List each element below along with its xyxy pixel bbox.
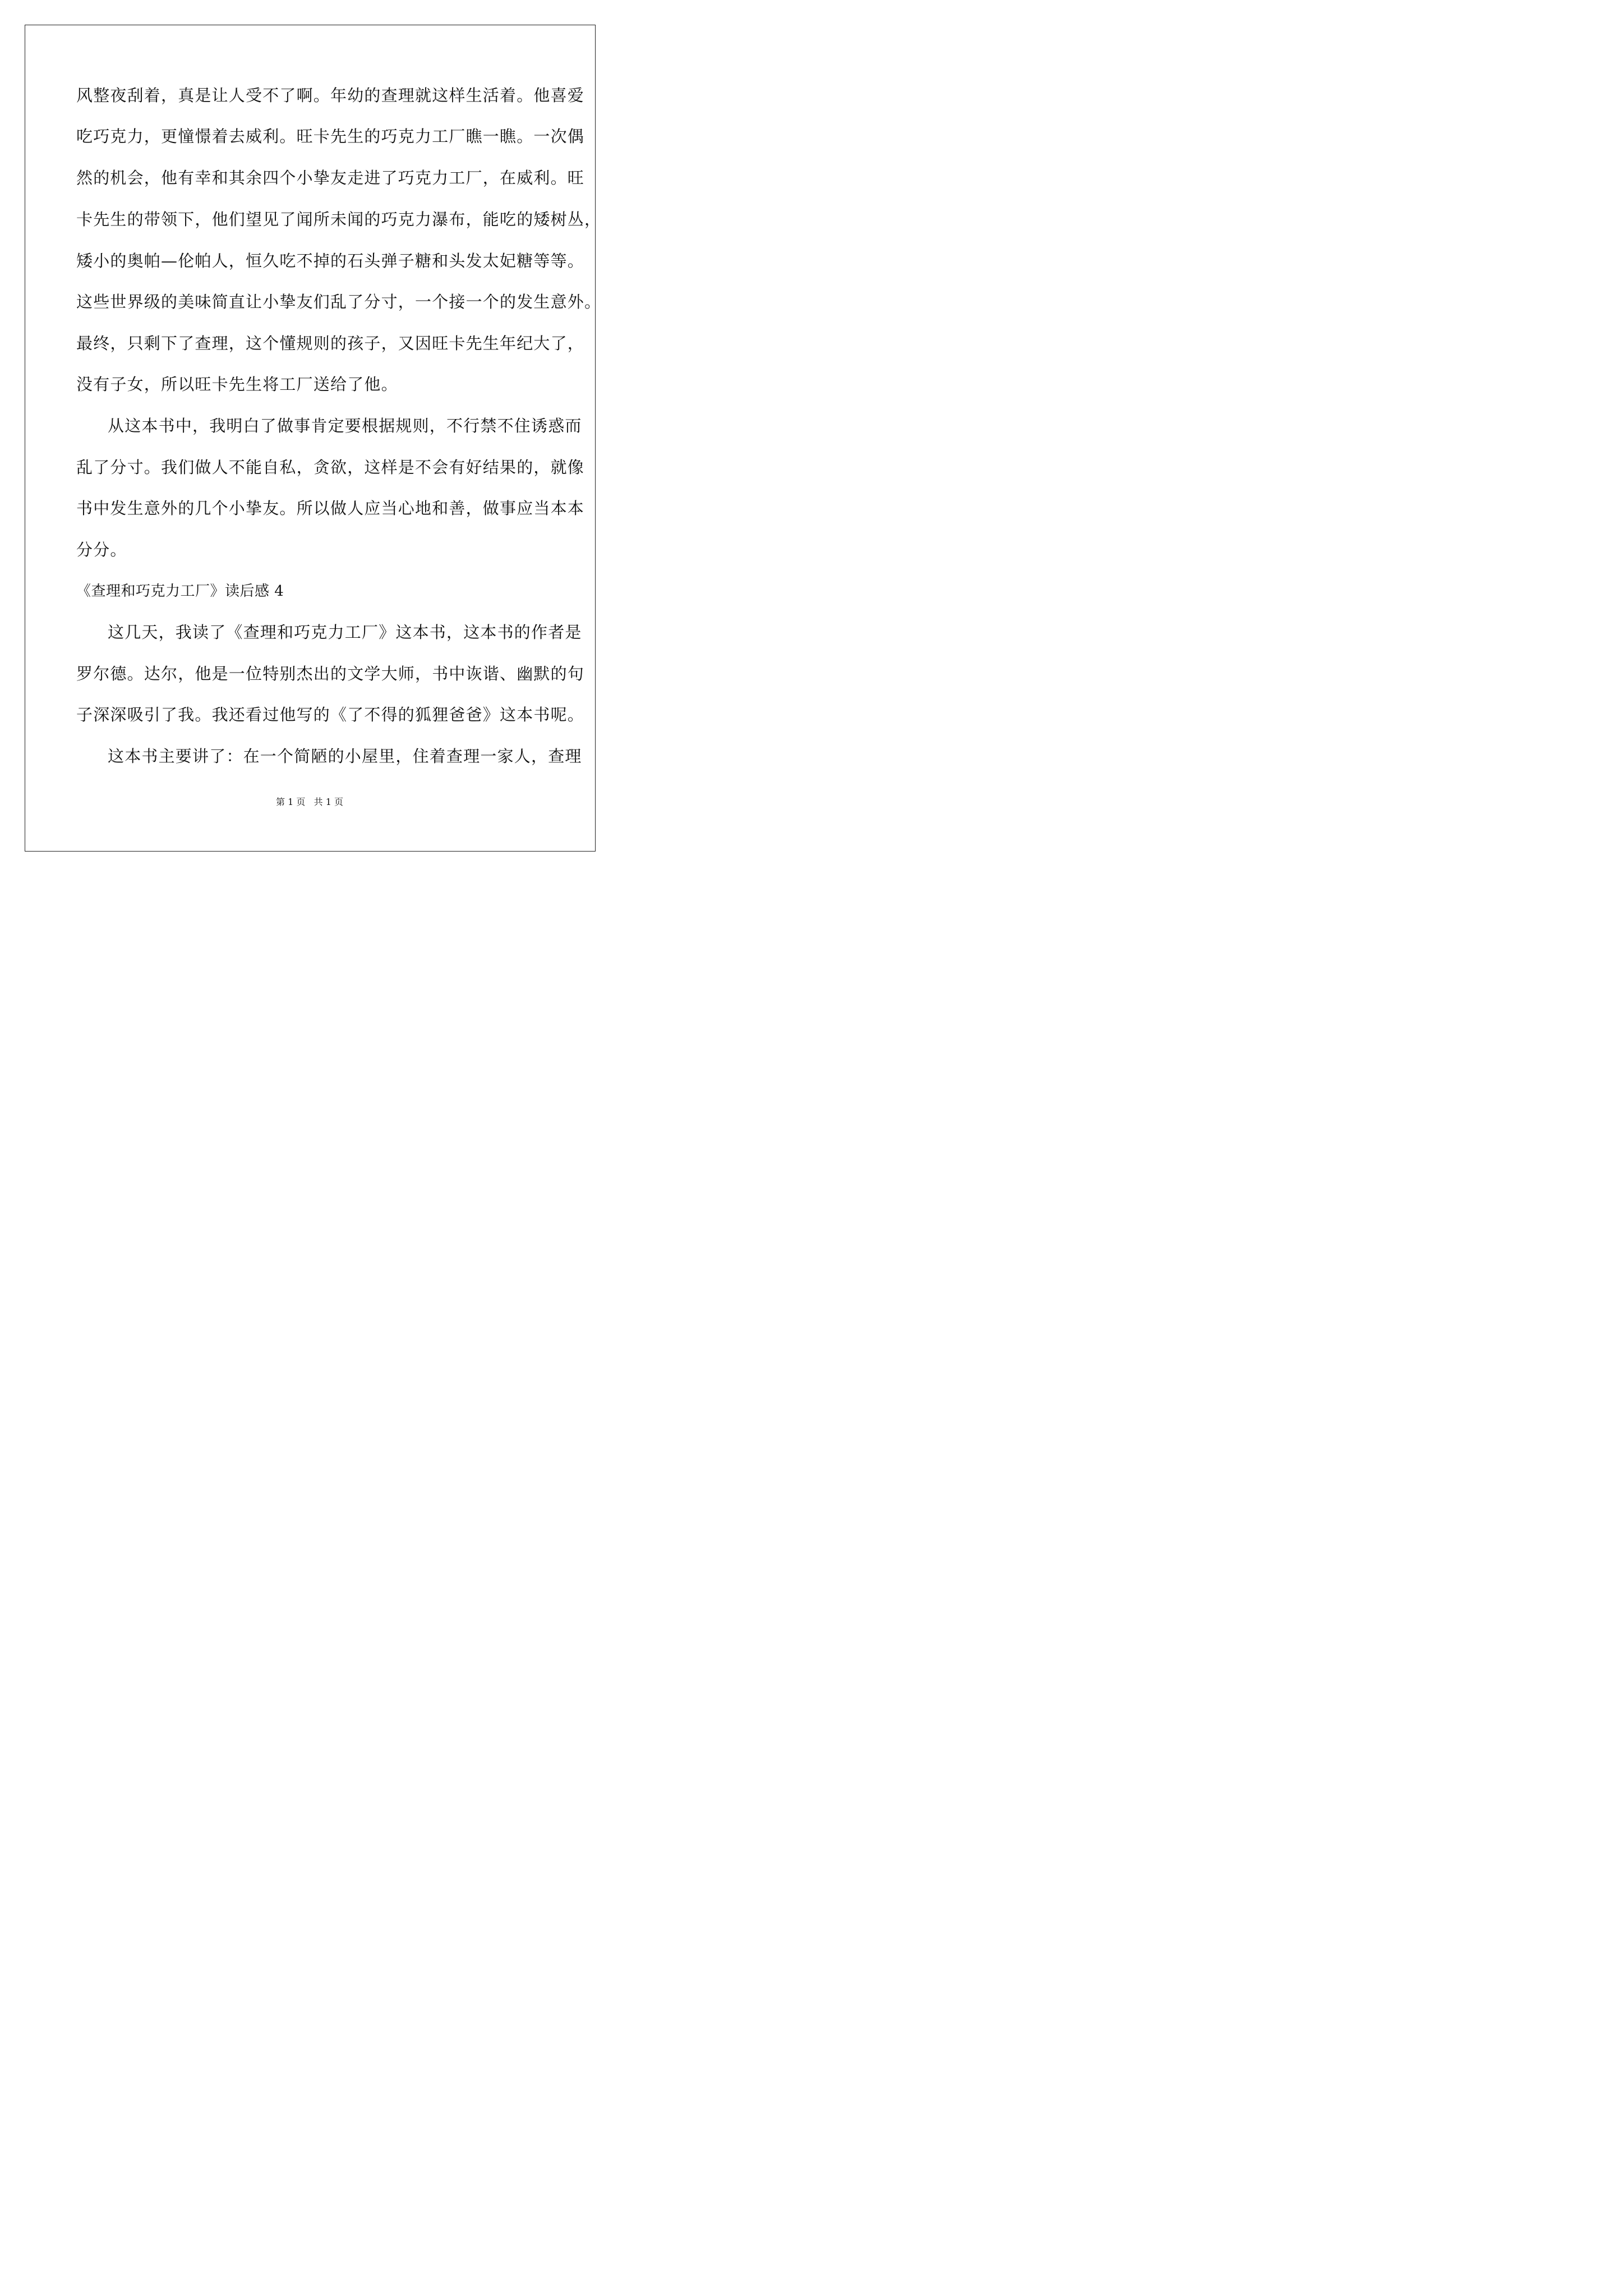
text-line: 这些世界级的美味简直让小挚友们乱了分寸，一个接一个的发生意外。 <box>76 292 602 311</box>
text-line: 子深深吸引了我。我还看过他写的《了不得的狐狸爸爸》这本书呢。 <box>76 705 585 724</box>
text-line: 最终，只剩下了查理，这个懂规则的孩子，又因旺卡先生年纪大了， <box>76 334 585 353</box>
paragraph-first-line: 这几天，我读了《查理和巧克力工厂》这本书，这本书的作者是 <box>108 623 582 642</box>
text-line: 乱了分寸。我们做人不能自私，贪欲，这样是不会有好结果的，就像 <box>76 458 585 477</box>
text-line: 卡先生的带领下，他们望见了闻所未闻的巧克力瀑布，能吃的矮树丛， <box>76 210 602 229</box>
text-line: 罗尔德。达尔，他是一位特别杰出的文学大师，书中诙谐、幽默的句 <box>76 664 585 683</box>
paragraph-first-line: 从这本书中，我明白了做事肯定要根据规则，不行禁不住诱惑而 <box>108 416 582 435</box>
section-heading: 《查理和巧克力工厂》读后感 4 <box>76 583 284 600</box>
text-line: 风整夜刮着，真是让人受不了啊。年幼的查理就这样生活着。他喜爱 <box>76 86 585 105</box>
text-line: 吃巧克力，更憧憬着去威利。旺卡先生的巧克力工厂瞧一瞧。一次偶 <box>76 127 585 146</box>
paragraph-first-line: 这本书主要讲了：在一个简陋的小屋里，住着查理一家人，查理 <box>108 747 582 766</box>
page-number: 第 1 页 共 1 页 <box>276 797 343 807</box>
text-line: 分分。 <box>76 540 127 559</box>
text-line: 然的机会，他有幸和其余四个小挚友走进了巧克力工厂，在威利。旺 <box>76 168 585 187</box>
text-line: 没有子女，所以旺卡先生将工厂送给了他。 <box>76 375 398 394</box>
page-footer <box>0 797 619 808</box>
page-border <box>25 25 596 852</box>
text-line: 书中发生意外的几个小挚友。所以做人应当心地和善，做事应当本本 <box>76 499 585 518</box>
text-line: 矮小的奥帕—伦帕人，恒久吃不掉的石头弹子糖和头发太妃糖等等。 <box>76 251 585 270</box>
